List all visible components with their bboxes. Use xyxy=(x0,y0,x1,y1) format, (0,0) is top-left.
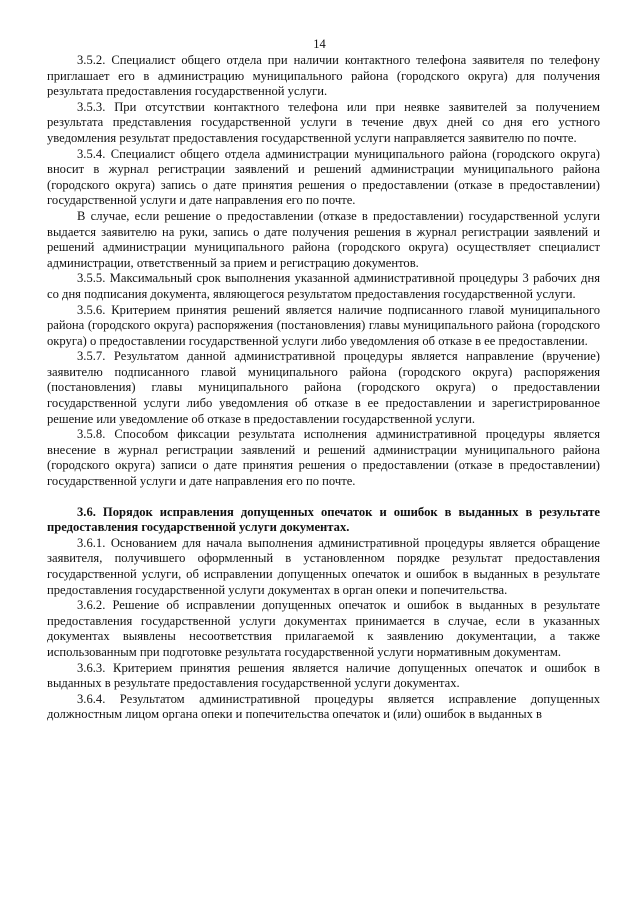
page-number: 14 xyxy=(313,37,326,51)
section-heading-3-6: 3.6. Порядок исправления допущенных опечаток и ошибок в выданных в результате предоставления государственной услуги документах. xyxy=(47,504,600,535)
paragraph-3-6-1: 3.6.1. Основанием для начала выполнения административной процедуры является обращение заявителя, получившего оформленный в установленном порядке результат предоставления государственной услуги, об исправлении допущенных опечаток и ошибок в выданных в результате предоставления государственной услуги документах в орган опеки и попечительства. xyxy=(47,535,600,597)
document-body xyxy=(47,53,600,723)
paragraph-3-5-7: 3.5.7. Результатом данной административной процедуры является направление (вручение) заявителю подписанного главой муниципального района (городского округа) распоряжения (постановления) главы муниципального района (городского округа) о предоставлении государственной услуги либо уведомления об отказе в ее предоставлении и зарегистрированное решение или уведомление об отказе в предоставлении государственной услуги. xyxy=(47,349,600,426)
paragraph-3-6-4: 3.6.4. Результатом административной процедуры является исправление допущенных должностным лицом органа опеки и попечительства опечаток и (или) ошибок в выданных в xyxy=(47,691,600,722)
paragraph-3-5-4-continued: В случае, если решение о предоставлении (отказе в предоставлении) государственной услуги выдается заявителю на руки, запись о дате получения решения в журнал регистрации заявлений и решений администрации муниципального района (городского округа) осуществляет специалист администрации, ответственный за прием и регистрацию документов. xyxy=(47,208,600,270)
paragraph-3-5-5: 3.5.5. Максимальный срок выполнения указанной административной процедуры 3 рабочих дня со дня подписания документа, являющегося результатом предоставления государственной услуги. xyxy=(47,271,600,301)
paragraph-3-6-3: 3.6.3. Критерием принятия решения является наличие допущенных опечаток и ошибок в выданных в результате предоставления государственной услуги документах. xyxy=(47,660,600,691)
paragraph-3-5-8: 3.5.8. Способом фиксации результата исполнения административной процедуры является внесение в журнал регистрации заявлений и решений администрации муниципального района (городского округа) записи о дате принятия решения о предоставлении (отказе в предоставлении) государственной услуги и дате направления его по почте. xyxy=(47,427,600,489)
paragraph-3-5-6: 3.5.6. Критерием принятия решений является наличие подписанного главой муниципального района (городского округа) распоряжения (постановления) главы муниципального района (городского округа) о предоставлении государственной услуги либо уведомления об отказе в ее предоставлении. xyxy=(47,302,600,348)
paragraph-3-5-4: 3.5.4. Специалист общего отдела администрации муниципального района (городского округа) вносит в журнал регистрации заявлений и решений администрации муниципального района (городского округа) запись о дате принятия решения о предоставлении (отказе в предоставлении) государственной услуги и дате направления его по почте. xyxy=(47,146,600,208)
paragraph-3-6-2: 3.6.2. Решение об исправлении допущенных опечаток и ошибок в выданных в результате предоставления государственной услуги документах принимается в случае, если в указанных документах выявлены несоответствия прилагаемой к заявлению документации, а также использованным при подготовке результата государственной услуги нормативным документам. xyxy=(47,598,600,659)
paragraph-3-5-3: 3.5.3. При отсутствии контактного телефона или при неявке заявителей за получением результата представления государственной услуги в течение двух дней со дня его устного уведомления результат предоставления государственной услуги направляется заявителю по почте. xyxy=(47,99,600,145)
paragraph-3-5-2: 3.5.2. Специалист общего отдела при наличии контактного телефона заявителя по телефону приглашает его в администрацию муниципального района (городского округа) для получения результата предоставления государственной услуги. xyxy=(47,53,600,99)
